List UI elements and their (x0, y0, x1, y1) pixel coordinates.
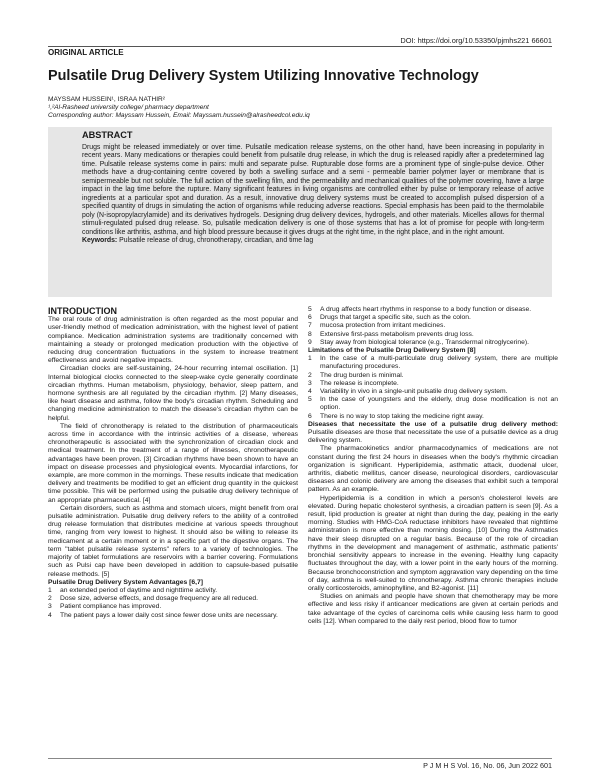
list-item: 4 The patient pays a lower daily cost since fewer dose units are necessary. (48, 611, 278, 619)
intro-paragraph-1: The oral route of drug administration is often regarded as the most popular and user-friendly method of medication administration, with the highest level of patient compliance. Medication administration systems are traditionally concerned with maintaining a steady or prolonged medication production with the objective of reducing drug concentration fluctuations in the system to increase treatment effectiveness and avoid negative impacts. (48, 316, 298, 365)
abstract-heading: ABSTRACT (82, 130, 133, 140)
diseases-heading: Diseases that necessitate the use of a pulsatile drug delivery method: (308, 420, 558, 428)
keywords-label: Keywords: (82, 236, 118, 244)
intro-paragraph-3: The field of chronotherapy is related to the distribution of pharmaceuticals across time in accordance with the intrinsic activities of a disease, whereas chronotherapeutic is associated with the synchronization of circadian clock and medical treatment. In the treatment of a range of illnesses, chronotherapeutic advantages have been proven. [3] Circadian rhythms have been shown to have an impact on disease processes and physiological events. Myocardial infarctions, for example, are more common in the mornings. These results indicate that medication delivery and treatments be modified to get an efficient drug quantity in the quickest time possible. This will be performed using the pulsatile drug delivery technique of an appropriate pharmaceutical. [4] (48, 422, 298, 504)
author-affiliation: ¹,²Al-Rasheed university college/ pharmacy department (48, 104, 209, 111)
bottom-divider (48, 758, 552, 759)
section-label: ORIGINAL ARTICLE (48, 48, 124, 57)
diseases-paragraph-2: Hyperlipidemia is a condition in which a person's cholesterol levels are elevated. During hepatic cholesterol synthesis, a circadian pattern is seen [9]. As a result, lipid production is greater at night than during the day, peaking in the early morning. Studies with HMG-CoA reductase inhibitors have revealed that nighttime administration is more effective than morning dosing. [10] During the Asthmatics have their sleep disrupted on a regular basis. Because of the role of circadian rhythms in the development and management of asthmatic, asthmatic patients' bronchial sensitivity appears to increase in the evening. Healthy lung capacity fluctuates throughout the day, with a lower point in the early hours of the morning. Because bronchoconstriction and symptom aggravation vary depending on the time of day, asthma is well-suited to chronotherapy. Asthma chronic therapies include orally corticosteroids, aminophylline, and B2-agonist. [11] (308, 494, 558, 592)
abstract-box (48, 127, 552, 297)
list-item: 1 an extended period of daytime and nighttime activity. (48, 586, 218, 594)
right-column (308, 306, 558, 626)
diseases-lead: Pulsatile diseases are those that necessitate the use of a pulsatile device as a drug delivering system. (308, 429, 558, 445)
journal-footer: P J M H S Vol. 16, No. 06, Jun 2022 601 (423, 761, 552, 770)
diseases-paragraph-3: Studies on animals and people have shown that chemotherapy may be more effective and less risky if anticancer medications are given at certain periods and take advantage of the cycles of carcinoma cells while causing less harm to good cells [12]. When compared to the daily rest period, blood flow to tumor (308, 593, 558, 625)
list-item: 6 Drugs that target a specific site, such as the colon. (308, 314, 471, 322)
author-names: MAYSSAM HUSSEIN¹, ISRAA NATHIR² (48, 96, 165, 103)
intro-paragraph-2: Circadian clocks are self-sustaining, 24-hour recurring internal oscillation. [1] Internal biological clocks connected to the sleep-wake cycle generally coordinate circadian rhythms. Human metabolism, physiology, behavior, sleep pattern, and hormone synthesis are all regulated by the circadian rhythm. [2] Many diseases, like heart disease and asthma, follow the body's circadian rhythm. Scheduling and changing medicine administration to match the disease's circadian rhythm can be helpful. (48, 365, 298, 422)
list-item: 6 There is no way to stop taking the medicine right away. (308, 412, 484, 420)
doi-link[interactable]: DOI: https://doi.org/10.53350/pjmhs221 66601 (400, 36, 552, 45)
list-item: 1 In the case of a multi-particulate drug delivery system, there are multiple manufacturing procedures. (308, 355, 558, 371)
diseases-paragraph-1: The pharmacokinetics and/or pharmacodynamics of medications are not constant during the first 24 hours in diseases when the body's rhythmic circadian organization is significant. Hyperlipidemia, asthmatic attack, duodenal ulcer, arthritis, diabetic mellitus, cancer disease, neurological disorders, cardiovascular diseases and colonic delivery are among the diseases that exhibit such a temporal pattern. As an example. (308, 445, 558, 494)
list-item: 2 The drug burden is minimal. (308, 371, 404, 379)
advantages-heading: Pulsatile Drug Delivery System Advantages [6,7] (48, 578, 204, 586)
list-item: 4 Variability in vivo in a single-unit pulsatile drug delivery system. (308, 388, 508, 396)
diseases-intro (308, 421, 558, 446)
limitations-heading: Limitations of the Pulsatile Drug Delivery System [8] (308, 347, 476, 355)
list-item: 9 Stay away from biological tolerance (e.g., Transdermal nitroglycerine). (308, 338, 529, 346)
list-item: 7 mucosa protection from irritant medicines. (308, 322, 446, 330)
list-item: 5 In the case of youngsters and the elderly, drug dose modification is not an option. (308, 396, 558, 412)
keywords-text: Pulsatile release of drug, chronotherapy, circadian, and time lag (119, 236, 314, 244)
corresponding-author: Corresponding author: Mayssam Hussein, Email: Mayssam.hussein@alrasheedcol.edu.iq (48, 112, 310, 119)
list-item: 5 A drug affects heart rhythms in response to a body function or disease. (308, 306, 532, 313)
list-item: 8 Extensive first-pass metabolism prevents drug loss. (308, 330, 474, 338)
left-column (48, 307, 298, 620)
list-item: 3 Patient compliance has improved. (48, 603, 162, 611)
list-item: 3 The release is incomplete. (308, 379, 399, 387)
abstract-text: Drugs might be released immediately or over time. Pulsatile medication release systems, on the other hand, have been increasing in popularity in recent years. Many medications or therapies could benefit from pulsatile drug release, in which the drug is released rapidly after a predetermined lag time. Pulsatile release systems come in pairs: multi and separate pulse. Rupturable dose forms are a prominent type of single-pulse device. Other methods have a drug-containing centre covered by both a swelling surface and a semi - permeable barrier polymer layer or membrane that is semipermeable but not soluble. The full action of the swelling film, and the permeability and mechanical qualities of the polymer covering, have a large impact in the lag time before the rupture. Many significant features in living organisms are controlled either by pulse or temporary release of active ingredients at a particular spot and duration. As a result, innovative drug delivery systems must be created to accomplish pulsed dispersion of a specified quantity of drugs in simulating the action of organisms while reducing adverse reactions. Special emphasis has been paid to the thermolabile poly (N-isopropylacrylamide) and its derivatives hydrogels. Designing drug delivery devices, hydrogels, and other materials. Micelles allows for thermal stimuli-regulated pulsed drug release. So, pulsatile medication delivery is one of those systems that has a lot of promise for people with long-term conditions like arthritis, asthma, and high blood pressure because it gives drugs at the right time, in the right place, and in the right amount. (82, 144, 544, 236)
abstract-body (82, 144, 544, 245)
introduction-heading: INTRODUCTION (48, 306, 117, 316)
intro-paragraph-4: Certain disorders, such as asthma and stomach ulcers, might benefit from oral pulsatile administration. Pulsatile drug delivery refers to the ability of a controlled drug release formulation that distributes medicine at various speeds throughout time, ranging from very lowest to highest. It should also be willing to release its medicament at a certain moment or in a specific part of the digestive organs. The term "tablet pulsatile release systems" refers to a variety of technologies. The majority of tablet formulations are reservoirs with a barrier covering. Formulations such as Pulsi cap have been developed in addition to capsule-based pulsatile release methods. [5] (48, 504, 298, 578)
article-title: Pulsatile Drug Delivery System Utilizing Innovative Technology (48, 68, 479, 84)
author-block (48, 96, 310, 120)
top-divider (48, 46, 552, 47)
list-item: 2 Dose size, adverse effects, and dosage frequency are all reduced. (48, 595, 258, 603)
